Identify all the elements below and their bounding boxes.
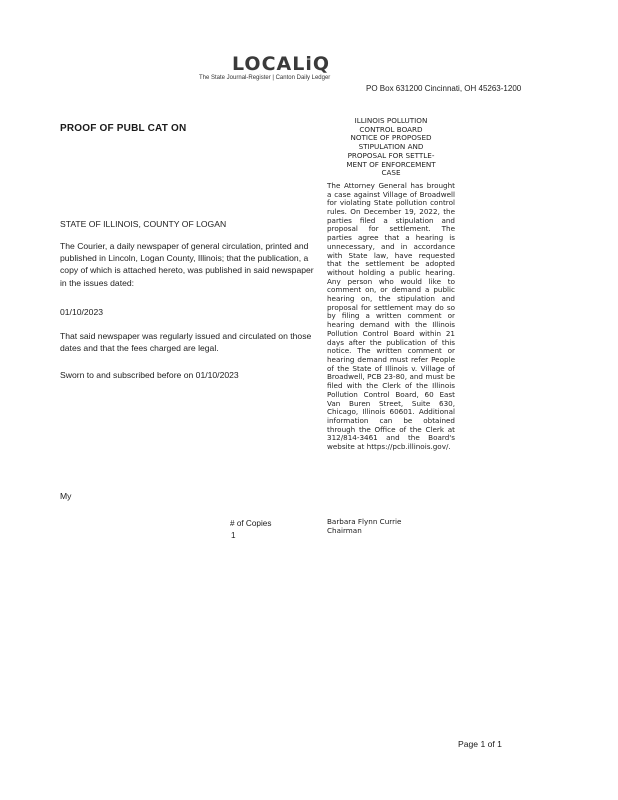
notice-signature xyxy=(327,517,467,535)
notice-title-line: NOTICE OF PROPOSED xyxy=(350,133,432,143)
notice-title-line: ILLINOIS POLLUTION xyxy=(354,116,428,125)
notice-title-line: CONTROL BOARD xyxy=(359,124,423,134)
state-county-line: STATE OF ILLINOIS, COUNTY OF LOGAN xyxy=(60,219,227,229)
mailing-address: PO Box 631200 Cincinnati, OH 45263-1200 xyxy=(366,84,522,93)
notice-body: The Attorney General has brought a case against Village of Broadwell for violating State pollution control rules. On December 19, 2022, the parties filed a stipulation and proposal for settlement. The parties agree that a hearing is unnecessary, and in accordance with State law, have requested that the settlement be adopted without holding a public hearing. Any person who would like to comment on, or demand a public hearing on, the stipulation and proposal for settlement may do so by filing a written comment or hearing demand with the Illinois Pollution Control Board within 21 days after the publication of this notice. The written comment or hearing demand must refer People of the State of Illinois v. Village of Broadwell, PCB 23-80, and must be filed with the Clerk of the Illinois Pollution Control Board, 60 East Van Buren Street, Suite 630, Chicago, Illinois 60601. Additional information can be obtained through the Office of the Clerk at 312/814-3461 and the Board's website at https://pcb.illinois.gov/. xyxy=(327,180,455,452)
signer-title: Chairman xyxy=(327,526,362,535)
commission-label: My xyxy=(60,491,72,501)
notice-title-line: MENT OF ENFORCEMENT xyxy=(346,159,436,169)
proof-title: PROOF OF PUBL CAT ON xyxy=(60,123,187,134)
regular-issue-paragraph: That said newspaper was regularly issued and circulated on those dates and that the fees charged are legal. xyxy=(60,331,312,354)
copies-value: 1 xyxy=(231,531,236,540)
page-number: Page 1 of 1 xyxy=(458,739,502,749)
localiq-logo: LOCALiQ xyxy=(232,53,331,75)
issue-date: 01/10/2023 xyxy=(60,307,104,317)
courier-paragraph: The Courier, a daily newspaper of general circulation, printed and published in Lincoln, Logan County, Illinois; that the publication, a copy of which is attached hereto, was published in said newspaper in the issues dated: xyxy=(60,241,314,288)
notice-title xyxy=(327,117,455,178)
notice-title-line: PROPOSAL FOR SETTLE- xyxy=(347,150,435,160)
signer-name: Barbara Flynn Currie xyxy=(327,517,402,526)
newspaper-tagline: The State Journal-Register | Canton Daily Ledger xyxy=(199,75,331,81)
legal-notice xyxy=(327,117,455,452)
notice-title-line: CASE xyxy=(381,168,401,178)
sworn-statement: Sworn to and subscribed before on 01/10/2023 xyxy=(60,370,239,380)
notice-title-line: STIPULATION AND xyxy=(358,142,424,152)
copies-label: # of Copies xyxy=(230,519,272,528)
